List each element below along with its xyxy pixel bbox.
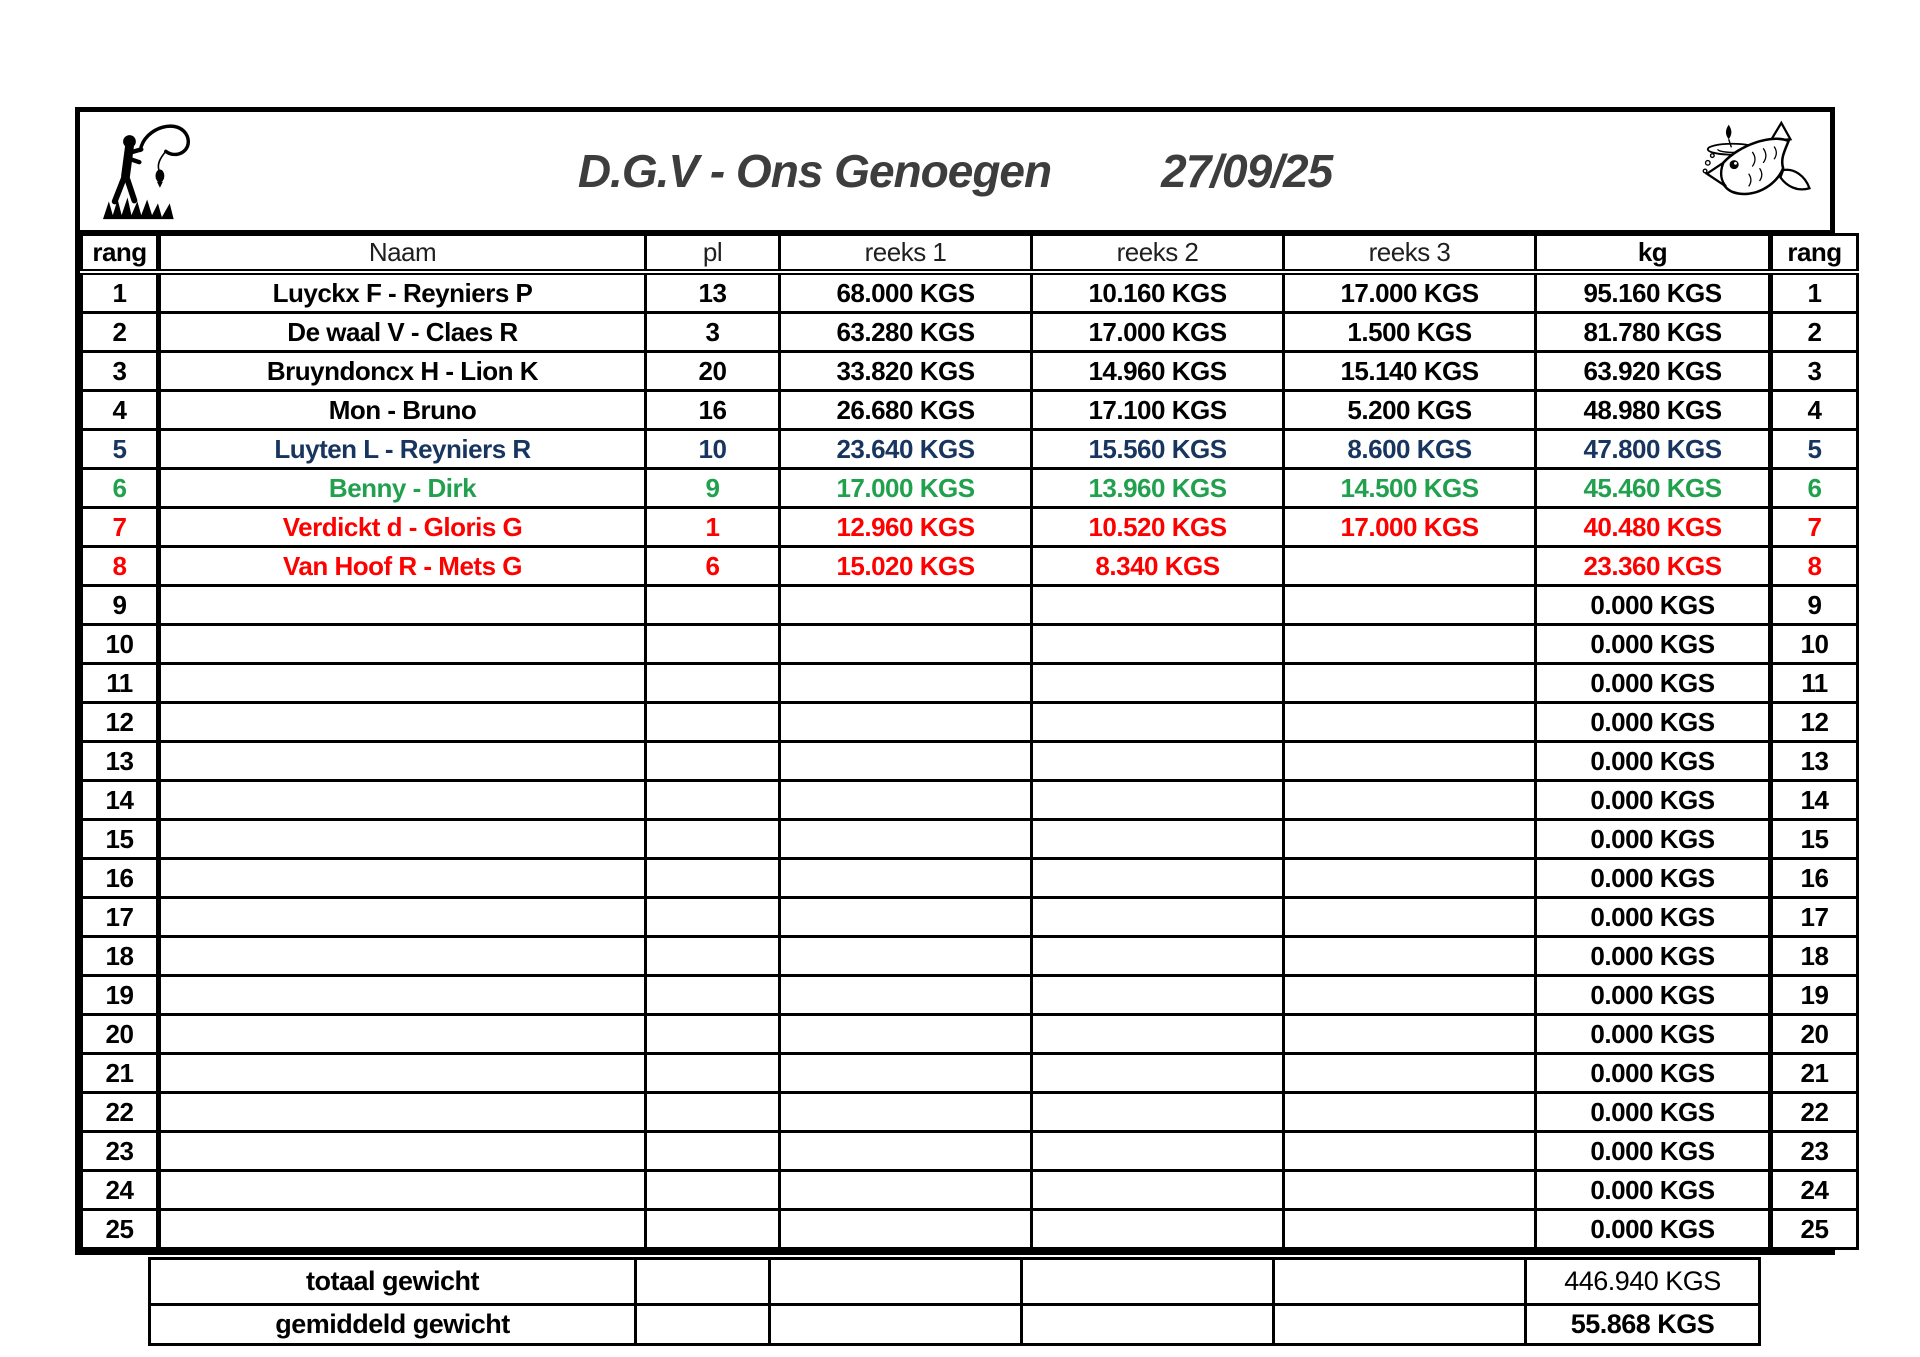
naam-cell — [159, 898, 646, 937]
pl-cell — [646, 1171, 780, 1210]
reeks3-cell: 5.200 KGS — [1284, 391, 1536, 430]
table-row — [82, 1054, 1858, 1093]
reeks3-cell — [1284, 664, 1536, 703]
header-naam: Naam — [159, 235, 646, 273]
avg-reeks2-cell — [1022, 1305, 1274, 1345]
rang-left-cell: 14 — [82, 781, 159, 820]
rang-right-cell: 4 — [1771, 391, 1858, 430]
rang-left-cell: 13 — [82, 742, 159, 781]
naam-cell: Benny - Dirk — [159, 469, 646, 508]
kg-cell: 0.000 KGS — [1536, 1015, 1771, 1054]
kg-cell: 47.800 KGS — [1536, 430, 1771, 469]
kg-cell: 45.460 KGS — [1536, 469, 1771, 508]
reeks3-cell: 8.600 KGS — [1284, 430, 1536, 469]
pl-cell: 9 — [646, 469, 780, 508]
total-reeks1-cell — [770, 1259, 1022, 1305]
pl-cell: 16 — [646, 391, 780, 430]
kg-cell: 0.000 KGS — [1536, 859, 1771, 898]
rang-right-cell: 25 — [1771, 1210, 1858, 1249]
rang-left-cell: 10 — [82, 625, 159, 664]
rang-left-cell: 3 — [82, 352, 159, 391]
rang-left-cell: 18 — [82, 937, 159, 976]
naam-cell: Luyten L - Reyniers R — [159, 430, 646, 469]
rang-right-cell: 16 — [1771, 859, 1858, 898]
table-row — [82, 742, 1858, 781]
reeks3-cell — [1284, 625, 1536, 664]
pl-cell: 3 — [646, 313, 780, 352]
reeks1-cell — [780, 1132, 1032, 1171]
rang-left-cell: 7 — [82, 508, 159, 547]
naam-cell — [159, 625, 646, 664]
reeks2-cell: 8.340 KGS — [1032, 547, 1284, 586]
naam-cell — [159, 976, 646, 1015]
naam-cell — [159, 703, 646, 742]
table-row — [82, 430, 1858, 469]
naam-cell: Verdickt d - Gloris G — [159, 508, 646, 547]
reeks2-cell — [1032, 742, 1284, 781]
kg-cell: 0.000 KGS — [1536, 781, 1771, 820]
reeks2-cell — [1032, 1054, 1284, 1093]
rang-left-cell: 9 — [82, 586, 159, 625]
reeks2-cell — [1032, 1132, 1284, 1171]
pl-cell — [646, 664, 780, 703]
reeks1-cell — [780, 1015, 1032, 1054]
pl-cell: 13 — [646, 272, 780, 313]
naam-cell — [159, 586, 646, 625]
rang-right-cell: 2 — [1771, 313, 1858, 352]
naam-cell — [159, 742, 646, 781]
naam-cell — [159, 664, 646, 703]
rang-right-cell: 21 — [1771, 1054, 1858, 1093]
table-row — [82, 469, 1858, 508]
reeks3-cell: 17.000 KGS — [1284, 508, 1536, 547]
reeks1-cell — [780, 625, 1032, 664]
header-pl: pl — [646, 235, 780, 273]
kg-cell: 0.000 KGS — [1536, 898, 1771, 937]
reeks3-cell: 1.500 KGS — [1284, 313, 1536, 352]
reeks3-cell — [1284, 586, 1536, 625]
header-rang-right: rang — [1771, 235, 1858, 273]
reeks3-cell — [1284, 742, 1536, 781]
reeks3-cell — [1284, 1054, 1536, 1093]
kg-cell: 0.000 KGS — [1536, 703, 1771, 742]
fisherman-casting-logo — [80, 115, 230, 227]
rang-left-cell: 2 — [82, 313, 159, 352]
pl-cell: 6 — [646, 547, 780, 586]
reeks1-cell: 12.960 KGS — [780, 508, 1032, 547]
results-table — [80, 233, 1859, 1250]
kg-cell: 0.000 KGS — [1536, 664, 1771, 703]
reeks3-cell — [1284, 859, 1536, 898]
pl-cell: 1 — [646, 508, 780, 547]
reeks1-cell — [780, 937, 1032, 976]
table-row — [82, 508, 1858, 547]
reeks2-cell — [1032, 664, 1284, 703]
reeks3-cell — [1284, 1093, 1536, 1132]
pl-cell — [646, 820, 780, 859]
kg-cell: 0.000 KGS — [1536, 1171, 1771, 1210]
reeks1-cell — [780, 742, 1032, 781]
rang-left-cell: 24 — [82, 1171, 159, 1210]
kg-cell: 0.000 KGS — [1536, 586, 1771, 625]
reeks2-cell — [1032, 1171, 1284, 1210]
header-reeks3: reeks 3 — [1284, 235, 1536, 273]
total-pl-cell — [636, 1259, 770, 1305]
reeks2-cell: 10.520 KGS — [1032, 508, 1284, 547]
reeks2-cell — [1032, 976, 1284, 1015]
naam-cell: De waal V - Claes R — [159, 313, 646, 352]
reeks3-cell — [1284, 937, 1536, 976]
table-row — [82, 1015, 1858, 1054]
reeks2-cell — [1032, 820, 1284, 859]
kg-cell: 63.920 KGS — [1536, 352, 1771, 391]
pl-cell — [646, 937, 780, 976]
pl-cell — [646, 703, 780, 742]
kg-cell: 0.000 KGS — [1536, 1132, 1771, 1171]
rang-left-cell: 15 — [82, 820, 159, 859]
rang-left-cell: 25 — [82, 1210, 159, 1249]
reeks3-cell: 17.000 KGS — [1284, 272, 1536, 313]
reeks1-cell — [780, 820, 1032, 859]
reeks2-cell — [1032, 937, 1284, 976]
reeks1-cell — [780, 1054, 1032, 1093]
reeks2-cell — [1032, 625, 1284, 664]
reeks3-cell — [1284, 1210, 1536, 1249]
pl-cell — [646, 586, 780, 625]
reeks3-cell — [1284, 781, 1536, 820]
reeks2-cell — [1032, 1093, 1284, 1132]
header-kg: kg — [1536, 235, 1771, 273]
reeks1-cell — [780, 1210, 1032, 1249]
rang-left-cell: 6 — [82, 469, 159, 508]
rang-left-cell: 17 — [82, 898, 159, 937]
average-weight-value: 55.868 KGS — [1526, 1305, 1760, 1345]
reeks1-cell: 68.000 KGS — [780, 272, 1032, 313]
rang-right-cell: 8 — [1771, 547, 1858, 586]
rang-right-cell: 10 — [1771, 625, 1858, 664]
table-row — [82, 352, 1858, 391]
naam-cell: Mon - Bruno — [159, 391, 646, 430]
totals-table — [148, 1257, 1761, 1346]
reeks2-cell: 17.000 KGS — [1032, 313, 1284, 352]
reeks3-cell — [1284, 703, 1536, 742]
results-tbody — [82, 272, 1858, 1249]
naam-cell — [159, 781, 646, 820]
naam-cell — [159, 1015, 646, 1054]
kg-cell: 0.000 KGS — [1536, 937, 1771, 976]
pl-cell — [646, 1054, 780, 1093]
reeks3-cell — [1284, 1132, 1536, 1171]
kg-cell: 0.000 KGS — [1536, 1210, 1771, 1249]
kg-cell: 40.480 KGS — [1536, 508, 1771, 547]
pl-cell: 10 — [646, 430, 780, 469]
reeks2-cell: 14.960 KGS — [1032, 352, 1284, 391]
rang-left-cell: 22 — [82, 1093, 159, 1132]
header-row — [82, 235, 1858, 273]
table-row — [82, 898, 1858, 937]
reeks2-cell: 17.100 KGS — [1032, 391, 1284, 430]
reeks2-cell — [1032, 898, 1284, 937]
rang-left-cell: 21 — [82, 1054, 159, 1093]
rang-right-cell: 23 — [1771, 1132, 1858, 1171]
avg-pl-cell — [636, 1305, 770, 1345]
rang-left-cell: 1 — [82, 272, 159, 313]
kg-cell: 0.000 KGS — [1536, 1054, 1771, 1093]
total-weight-label: totaal gewicht — [150, 1259, 636, 1305]
naam-cell — [159, 859, 646, 898]
rang-right-cell: 3 — [1771, 352, 1858, 391]
naam-cell — [159, 1210, 646, 1249]
total-reeks2-cell — [1022, 1259, 1274, 1305]
total-weight-row — [150, 1259, 1760, 1305]
rang-left-cell: 19 — [82, 976, 159, 1015]
rang-right-cell: 13 — [1771, 742, 1858, 781]
reeks2-cell: 10.160 KGS — [1032, 272, 1284, 313]
naam-cell — [159, 1132, 646, 1171]
reeks1-cell: 17.000 KGS — [780, 469, 1032, 508]
rang-right-cell: 24 — [1771, 1171, 1858, 1210]
naam-cell: Van Hoof R - Mets G — [159, 547, 646, 586]
kg-cell: 95.160 KGS — [1536, 272, 1771, 313]
naam-cell — [159, 937, 646, 976]
rang-right-cell: 18 — [1771, 937, 1858, 976]
table-row — [82, 664, 1858, 703]
average-weight-label: gemiddeld gewicht — [150, 1305, 636, 1345]
naam-cell: Bruyndoncx H - Lion K — [159, 352, 646, 391]
total-weight-value: 446.940 KGS — [1526, 1259, 1760, 1305]
kg-cell: 0.000 KGS — [1536, 1093, 1771, 1132]
reeks1-cell — [780, 859, 1032, 898]
total-reeks3-cell — [1274, 1259, 1526, 1305]
pl-cell — [646, 1132, 780, 1171]
title-club: D.G.V - Ons Genoegen — [577, 145, 1052, 197]
rang-left-cell: 23 — [82, 1132, 159, 1171]
page-title — [230, 144, 1680, 198]
rang-left-cell: 5 — [82, 430, 159, 469]
table-row — [82, 625, 1858, 664]
title-band — [80, 112, 1830, 233]
table-row — [82, 1171, 1858, 1210]
reeks2-cell: 13.960 KGS — [1032, 469, 1284, 508]
reeks1-cell: 63.280 KGS — [780, 313, 1032, 352]
pl-cell — [646, 781, 780, 820]
table-row — [82, 1210, 1858, 1249]
table-row — [82, 272, 1858, 313]
reeks3-cell: 15.140 KGS — [1284, 352, 1536, 391]
naam-cell — [159, 820, 646, 859]
reeks2-cell — [1032, 859, 1284, 898]
kg-cell: 0.000 KGS — [1536, 742, 1771, 781]
table-row — [82, 781, 1858, 820]
reeks1-cell: 15.020 KGS — [780, 547, 1032, 586]
reeks3-cell — [1284, 1015, 1536, 1054]
kg-cell: 48.980 KGS — [1536, 391, 1771, 430]
average-weight-row — [150, 1305, 1760, 1345]
table-row — [82, 976, 1858, 1015]
fish-jumping-with-float-logo — [1680, 115, 1830, 227]
pl-cell — [646, 859, 780, 898]
rang-right-cell: 7 — [1771, 508, 1858, 547]
reeks1-cell — [780, 586, 1032, 625]
pl-cell — [646, 1015, 780, 1054]
header-reeks2: reeks 2 — [1032, 235, 1284, 273]
reeks2-cell — [1032, 586, 1284, 625]
rang-right-cell: 6 — [1771, 469, 1858, 508]
rang-left-cell: 8 — [82, 547, 159, 586]
rang-left-cell: 16 — [82, 859, 159, 898]
table-row — [82, 703, 1858, 742]
header-rang-left: rang — [82, 235, 159, 273]
kg-cell: 81.780 KGS — [1536, 313, 1771, 352]
table-row — [82, 937, 1858, 976]
fisherman-icon — [96, 117, 214, 225]
rang-right-cell: 22 — [1771, 1093, 1858, 1132]
reeks2-cell — [1032, 1015, 1284, 1054]
reeks3-cell — [1284, 1171, 1536, 1210]
naam-cell: Luyckx F - Reyniers P — [159, 272, 646, 313]
reeks1-cell — [780, 781, 1032, 820]
table-row — [82, 820, 1858, 859]
reeks1-cell — [780, 898, 1032, 937]
rang-right-cell: 14 — [1771, 781, 1858, 820]
results-header — [82, 235, 1858, 273]
reeks3-cell — [1284, 898, 1536, 937]
reeks1-cell: 33.820 KGS — [780, 352, 1032, 391]
pl-cell — [646, 1210, 780, 1249]
results-document — [75, 107, 1842, 1346]
rang-right-cell: 5 — [1771, 430, 1858, 469]
reeks3-cell: 14.500 KGS — [1284, 469, 1536, 508]
rang-right-cell: 11 — [1771, 664, 1858, 703]
table-row — [82, 313, 1858, 352]
rang-left-cell: 12 — [82, 703, 159, 742]
reeks1-cell — [780, 664, 1032, 703]
table-row — [82, 859, 1858, 898]
title-date: 27/09/25 — [1161, 145, 1333, 197]
pl-cell — [646, 742, 780, 781]
table-row — [82, 547, 1858, 586]
table-row — [82, 1132, 1858, 1171]
header-reeks1: reeks 1 — [780, 235, 1032, 273]
pl-cell — [646, 1093, 780, 1132]
table-row — [82, 586, 1858, 625]
rang-left-cell: 11 — [82, 664, 159, 703]
avg-reeks3-cell — [1274, 1305, 1526, 1345]
kg-cell: 0.000 KGS — [1536, 625, 1771, 664]
reeks1-cell — [780, 976, 1032, 1015]
pl-cell — [646, 625, 780, 664]
reeks1-cell — [780, 703, 1032, 742]
main-table-box — [75, 107, 1842, 1255]
pl-cell — [646, 976, 780, 1015]
reeks3-cell — [1284, 547, 1536, 586]
naam-cell — [159, 1054, 646, 1093]
table-row — [82, 1093, 1858, 1132]
rang-right-cell: 9 — [1771, 586, 1858, 625]
rang-right-cell: 12 — [1771, 703, 1858, 742]
reeks2-cell — [1032, 703, 1284, 742]
naam-cell — [159, 1171, 646, 1210]
reeks1-cell — [780, 1093, 1032, 1132]
naam-cell — [159, 1093, 646, 1132]
reeks2-cell: 15.560 KGS — [1032, 430, 1284, 469]
table-row — [82, 391, 1858, 430]
reeks1-cell: 23.640 KGS — [780, 430, 1032, 469]
fish-icon — [1696, 117, 1814, 225]
reeks1-cell — [780, 1171, 1032, 1210]
rang-left-cell: 20 — [82, 1015, 159, 1054]
reeks2-cell — [1032, 781, 1284, 820]
avg-reeks1-cell — [770, 1305, 1022, 1345]
rang-right-cell: 19 — [1771, 976, 1858, 1015]
pl-cell: 20 — [646, 352, 780, 391]
kg-cell: 0.000 KGS — [1536, 820, 1771, 859]
kg-cell: 0.000 KGS — [1536, 976, 1771, 1015]
rang-right-cell: 17 — [1771, 898, 1858, 937]
kg-cell: 23.360 KGS — [1536, 547, 1771, 586]
rang-right-cell: 1 — [1771, 272, 1858, 313]
reeks1-cell: 26.680 KGS — [780, 391, 1032, 430]
reeks3-cell — [1284, 976, 1536, 1015]
rang-right-cell: 15 — [1771, 820, 1858, 859]
reeks2-cell — [1032, 1210, 1284, 1249]
reeks3-cell — [1284, 820, 1536, 859]
rang-left-cell: 4 — [82, 391, 159, 430]
rang-right-cell: 20 — [1771, 1015, 1858, 1054]
pl-cell — [646, 898, 780, 937]
